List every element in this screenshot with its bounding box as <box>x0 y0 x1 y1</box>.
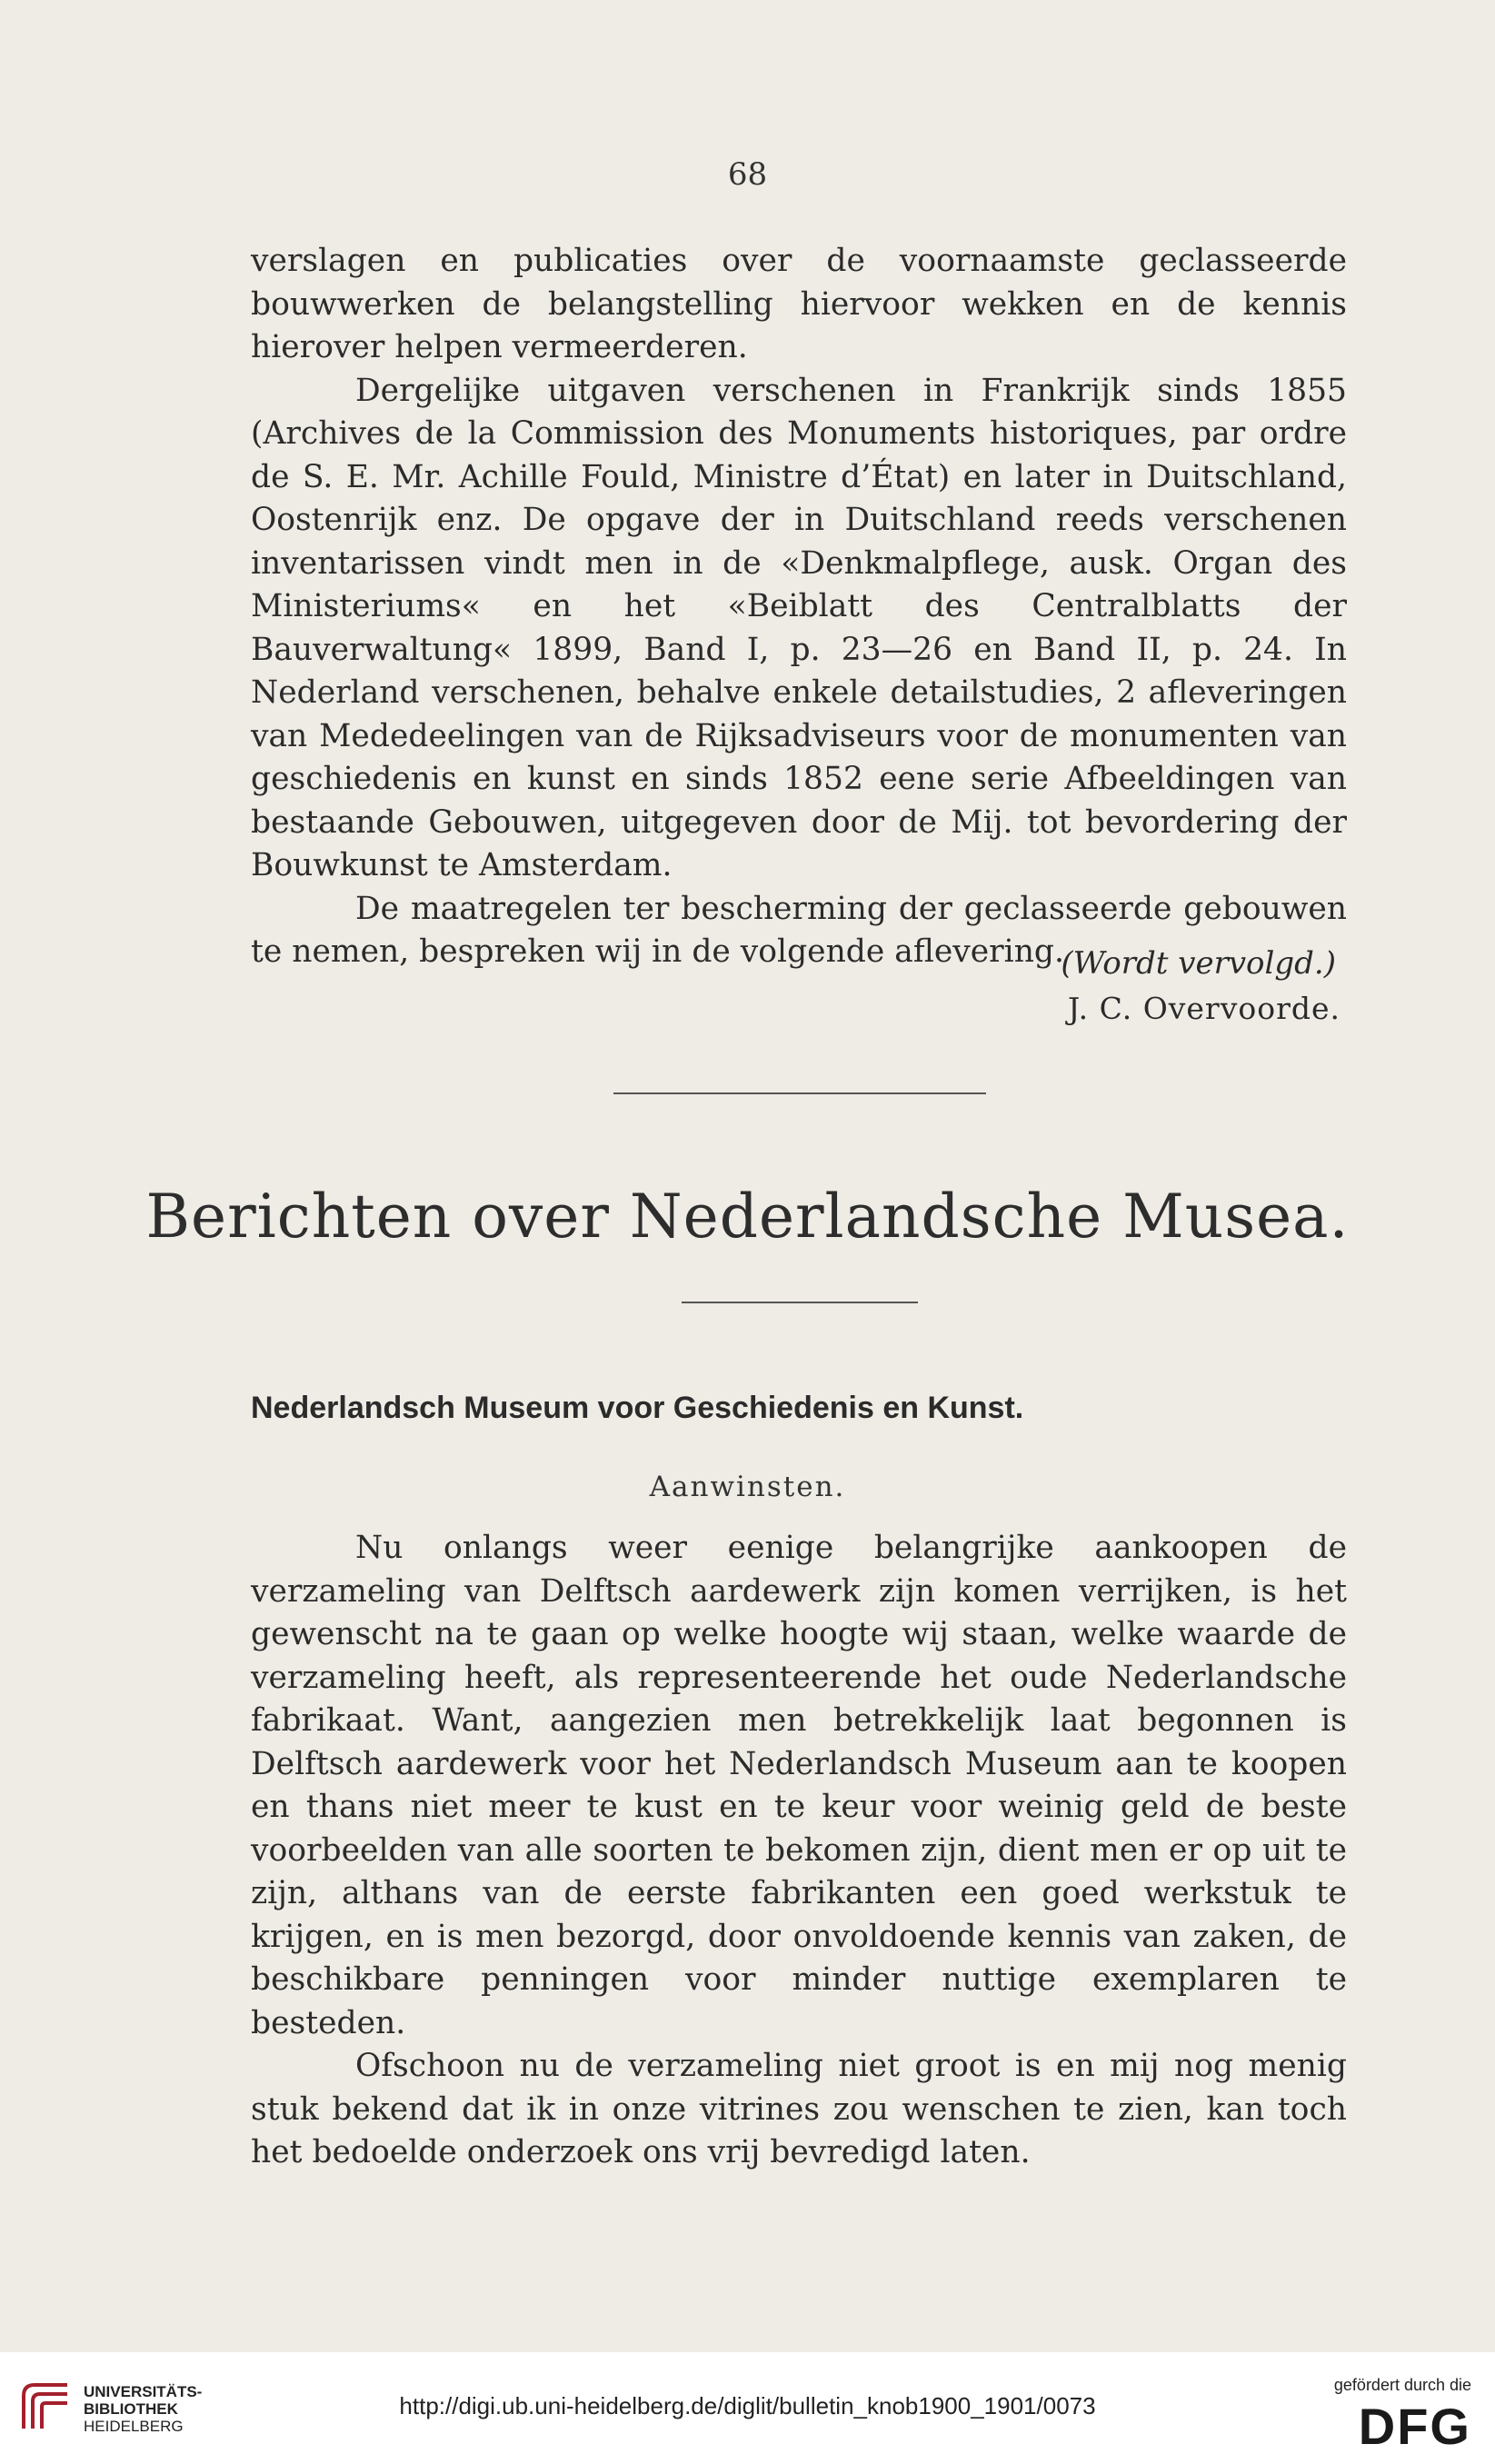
paragraph: Nu onlangs weer eenige belangrijke aankoopen de verzameling van Delftsch aardewerk zijn komen verrijken, is het gewenscht na te gaan op welke hoogte wij staan, welke waarde de verzameling heeft, als representeerende het oude Nederlandsche fabrikaat. Want, aangezien men betrekkelijk laat begonnen is Delftsch aardewerk voor het Nederlandsch Museum aan te koopen en thans niet meer te kust en te keur voor weinig geld de beste voorbeelden van alle soorten te bekomen zijn, dient men er op uit te zijn, althans van de eerste fabrikanten een goed werkstuk te krijgen, en is men bezorgd, door onvoldoende kennis van zaken, de beschikbare penningen voor minder nuttige exemplaren te besteden. <box>251 1530 1347 2041</box>
section-title: Berichten over Nederlandsche Musea. <box>145 1182 1350 1252</box>
continued-note: (Wordt vervolgd.) <box>1061 945 1336 982</box>
author-signature: J. C. Overvoorde. <box>1068 991 1341 1026</box>
library-name-line: UNIVERSITÄTS- <box>84 2383 203 2400</box>
page-number: 68 <box>727 156 768 193</box>
paragraph: De maatregelen ter bescherming der geclasseerde gebouwen te nemen, bespreken wij in de volgende aflevering. <box>251 890 1347 970</box>
paragraph: verslagen en publicaties over de voornaamste geclasseerde bouwwerken de belangstelling hiervoor wekken en de kennis hierover helpen vermeerderen. <box>251 243 1347 365</box>
continued-article-text <box>251 240 1347 974</box>
dfg-logo[interactable]: DFG <box>1358 2398 1471 2455</box>
viewer-footer <box>0 2352 1495 2464</box>
museum-article-text <box>251 1527 1347 2175</box>
funding-label: gefördert durch die <box>1333 2376 1471 2394</box>
title-underline <box>682 1302 918 1303</box>
permalink-url[interactable]: http://digi.ub.uni-heidelberg.de/diglit/bulletin_knob1900_1901/0073 <box>399 2392 1096 2419</box>
section-divider <box>613 1092 986 1094</box>
library-name-line: BIBLIOTHEK <box>84 2400 178 2418</box>
library-name-line: HEIDELBERG <box>84 2418 184 2435</box>
paragraph: Dergelijke uitgaven verschenen in Frankrijk sinds 1855 (Archives de la Commission des Monuments historiques, par ordre de S. E. Mr. Achille Fould, Ministre d’État) en later in Duitschland, Oostenrijk enz. De opgave der in Duitschland reeds verschenen inventarissen vindt men in de «Denkmalpflege, ausk. Organ des Ministeriums« en het «Beiblatt des Centralblatts der Bauverwaltung« 1899, Band I, p. 23—26 en Band II, p. 24. In Nederland verschenen, behalve enkele detailstudies, 2 afleveringen van Mededeelingen van de Rijksadviseurs voor de monumenten van geschiedenis en kunst en sinds 1852 eene serie Afbeeldingen van bestaande Gebouwen, uitgegeven door de Mij. tot bevordering der Bouwkunst te Amsterdam. <box>251 372 1347 883</box>
paragraph: Ofschoon nu de verzameling niet groot is en mij nog menig stuk bekend dat ik in onze vitrines zou wenschen te zien, kan toch het bedoelde onderzoek ons vrij bevredigd laten. <box>251 2048 1347 2170</box>
museum-heading: Nederlandsch Museum voor Geschiedenis en Kunst. <box>251 1391 1024 1425</box>
subheading: Aanwinsten. <box>649 1471 846 1503</box>
